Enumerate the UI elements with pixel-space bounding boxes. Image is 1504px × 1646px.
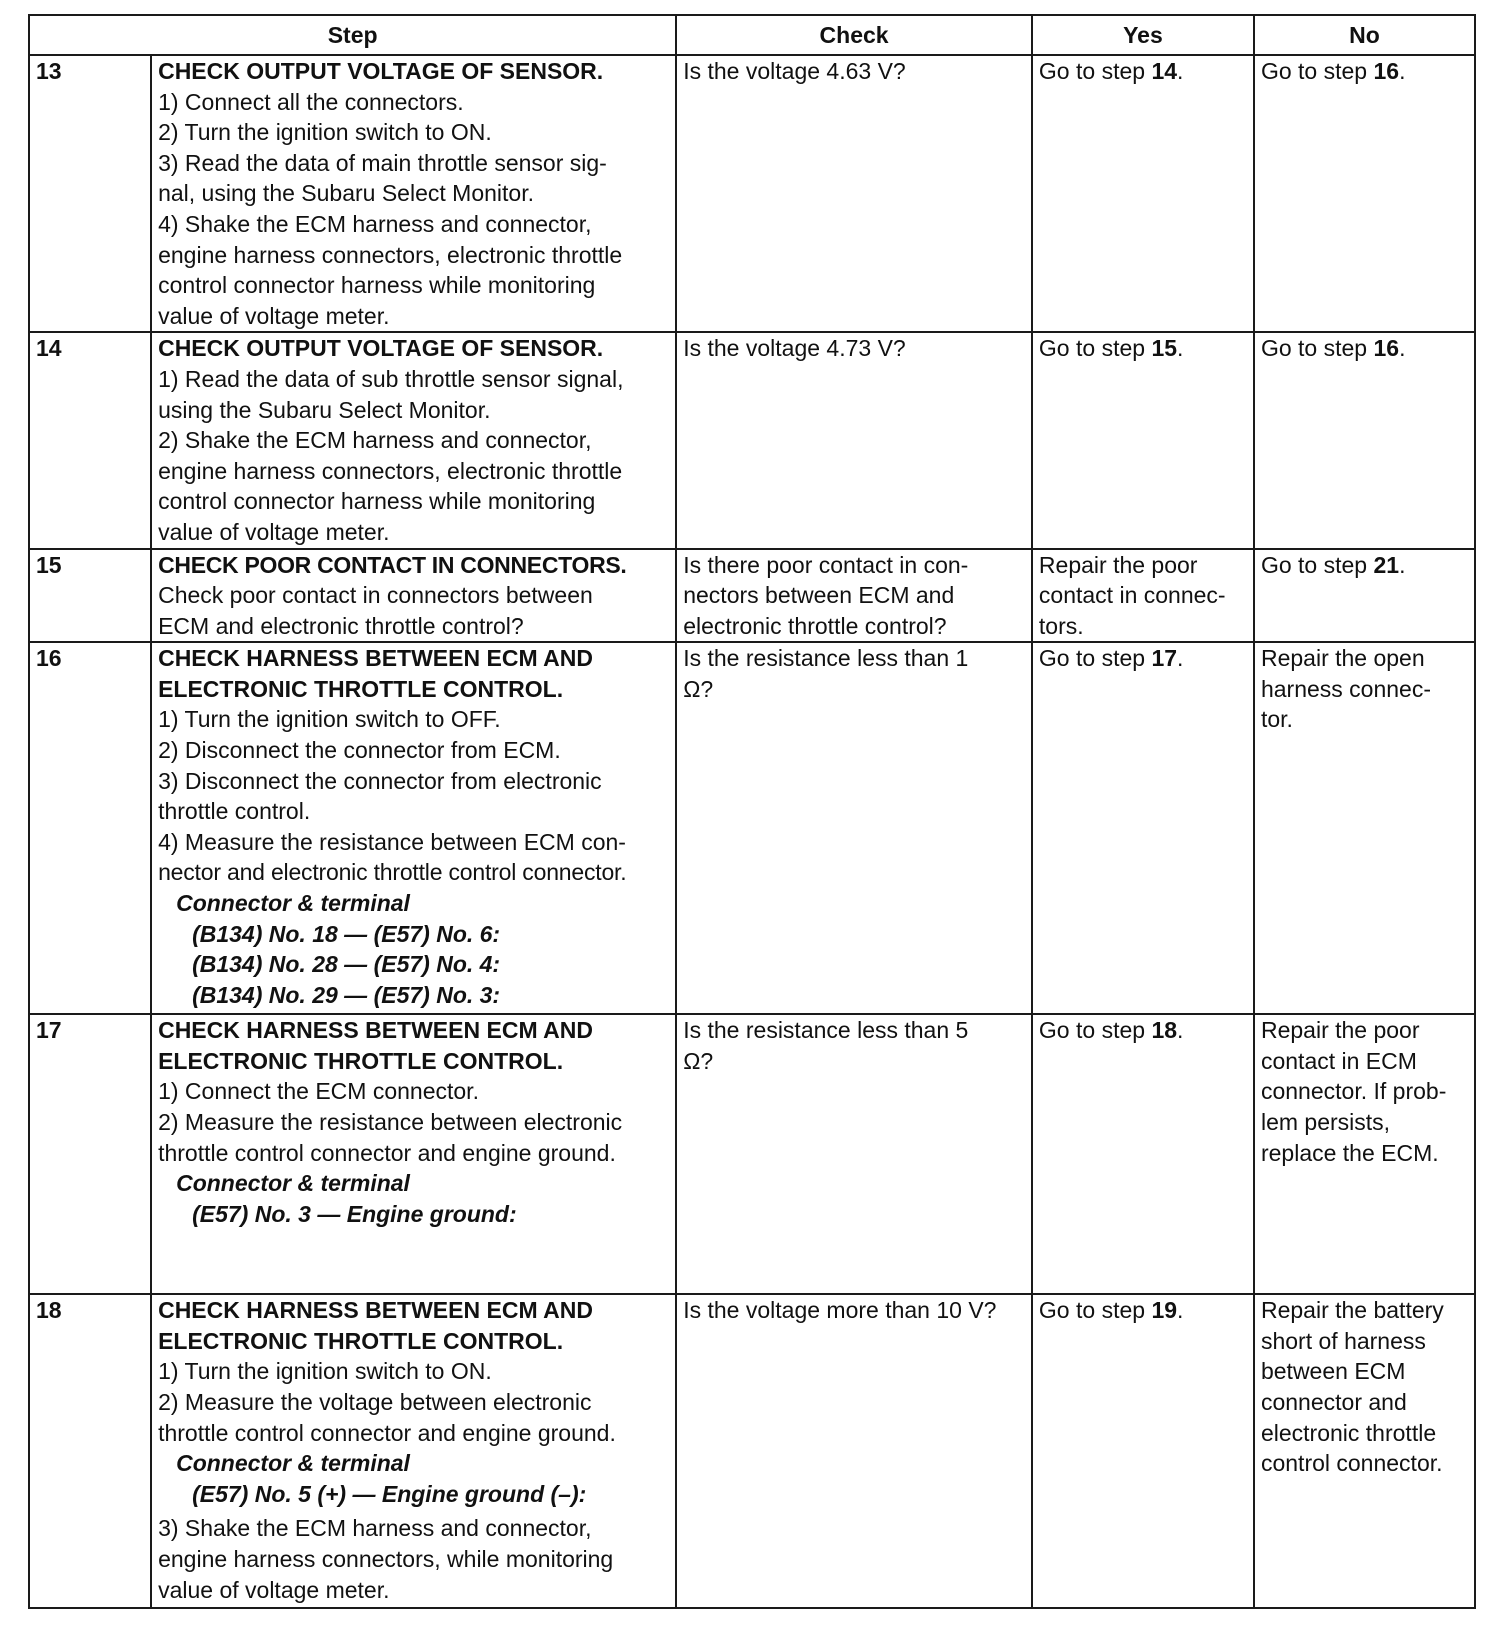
no-line: connector. If prob- [1260, 1078, 1447, 1105]
yes-line: contact in connec- [1038, 582, 1226, 609]
yes-period: . [1177, 58, 1184, 84]
step-line: nal, using the Subaru Select Monitor. [158, 180, 534, 207]
no-line: electronic throttle [1260, 1419, 1437, 1446]
diagnostic-table [28, 14, 1476, 1609]
step-line: using the Subaru Select Monitor. [158, 396, 491, 423]
header-check: Check [676, 15, 1032, 55]
step-line: ECM and electronic throttle control? [158, 612, 524, 639]
yes-cell [1032, 55, 1254, 332]
step-title: CHECK OUTPUT VOLTAGE OF SENSOR. [158, 58, 604, 84]
step-line: value of voltage meter. [158, 1576, 390, 1603]
step-number: 18 [29, 1294, 151, 1608]
no-step-link: 21 [1373, 551, 1400, 578]
no-line: Repair the open [1260, 645, 1425, 672]
yes-cell [1032, 1014, 1254, 1294]
no-line: Repair the poor [1260, 1017, 1420, 1044]
table-row [29, 642, 1475, 1014]
yes-step-link: 19 [1151, 1297, 1178, 1324]
no-cell [1254, 642, 1475, 1014]
yes-text: Go to step [1038, 645, 1152, 672]
step-line: 1) Read the data of sub throttle sensor signal, [158, 365, 624, 392]
yes-period: . [1177, 1297, 1184, 1324]
no-step-link: 16 [1373, 58, 1400, 84]
header-yes: Yes [1032, 15, 1254, 55]
step-title: CHECK HARNESS BETWEEN ECM AND [158, 1017, 593, 1044]
check-cell [676, 549, 1032, 643]
no-text: Go to step [1260, 58, 1374, 84]
yes-text: Go to step [1038, 335, 1152, 362]
step-line: 3) Shake the ECM harness and connector, [158, 1515, 592, 1542]
step-instructions [151, 549, 676, 643]
step-line: 3) Disconnect the connector from electronic [158, 767, 602, 794]
step-title: ELECTRONIC THROTTLE CONTROL. [158, 1327, 564, 1354]
table-row [29, 549, 1475, 643]
header-no: No [1254, 15, 1475, 55]
step-line: control connector harness while monitoring [158, 488, 596, 515]
no-period: . [1399, 551, 1406, 578]
check-line: Is the voltage 4.73 V? [683, 335, 906, 362]
step-title: ELECTRONIC THROTTLE CONTROL. [158, 675, 564, 702]
check-cell [676, 332, 1032, 548]
no-cell [1254, 1014, 1475, 1294]
step-line: 2) Measure the resistance between electronic [158, 1109, 623, 1136]
step-line: 4) Shake the ECM harness and connector, [158, 210, 592, 237]
check-line: Is the voltage more than 10 V? [683, 1297, 997, 1324]
step-number: 13 [29, 55, 151, 332]
step-line: 2) Turn the ignition switch to ON. [158, 119, 492, 146]
yes-cell [1032, 332, 1254, 548]
step-line: 4) Measure the resistance between ECM con- [158, 828, 626, 855]
yes-step-link: 15 [1151, 335, 1178, 362]
yes-line: tors. [1038, 612, 1084, 639]
table-row [29, 1294, 1475, 1608]
step-instructions [151, 1014, 676, 1294]
no-text: Go to step [1260, 335, 1374, 362]
yes-cell [1032, 549, 1254, 643]
step-line: throttle control connector and engine ground. [158, 1419, 616, 1446]
connector-terminal-item: (B134) No. 28 — (E57) No. 4: [192, 951, 501, 978]
step-line: engine harness connectors, electronic throttle [158, 457, 623, 484]
no-text: Go to step [1260, 551, 1374, 578]
no-line: tor. [1260, 706, 1293, 733]
step-number: 14 [29, 332, 151, 548]
step-instructions [151, 332, 676, 548]
yes-text: Go to step [1038, 1017, 1152, 1044]
step-title: CHECK OUTPUT VOLTAGE OF SENSOR. [158, 335, 604, 362]
no-step-link: 16 [1373, 335, 1400, 362]
step-line: throttle control connector and engine ground. [158, 1139, 616, 1166]
step-title: ELECTRONIC THROTTLE CONTROL. [158, 1047, 564, 1074]
check-cell [676, 642, 1032, 1014]
check-cell [676, 55, 1032, 332]
yes-cell [1032, 1294, 1254, 1608]
table-row [29, 1014, 1475, 1294]
check-line: Ω? [683, 675, 714, 702]
no-line: connector and [1260, 1389, 1407, 1416]
connector-terminal-item: (E57) No. 5 (+) — Engine ground (–): [192, 1480, 587, 1507]
connector-terminal-item: (B134) No. 18 — (E57) No. 6: [192, 920, 501, 947]
step-line: value of voltage meter. [158, 302, 390, 329]
step-instructions [151, 1294, 676, 1608]
step-line: 1) Turn the ignition switch to OFF. [158, 706, 501, 733]
connector-terminal-heading: Connector & terminal [176, 890, 410, 917]
check-line: Is there poor contact in con- [683, 551, 969, 578]
no-period: . [1399, 335, 1406, 362]
step-line: engine harness connectors, electronic throttle [158, 241, 623, 268]
check-cell [676, 1294, 1032, 1608]
check-line: Is the resistance less than 5 [683, 1017, 969, 1044]
yes-text: Go to step [1038, 58, 1152, 84]
step-number: 17 [29, 1014, 151, 1294]
step-line: 1) Connect the ECM connector. [158, 1078, 479, 1105]
yes-step-link: 17 [1151, 645, 1178, 672]
yes-period: . [1177, 1017, 1184, 1044]
step-instructions [151, 55, 676, 332]
no-line: Repair the battery [1260, 1297, 1444, 1324]
yes-step-link: 14 [1151, 58, 1178, 84]
step-line: 3) Read the data of main throttle sensor sig- [158, 149, 607, 176]
step-line: 2) Measure the voltage between electronic [158, 1389, 592, 1416]
no-cell [1254, 549, 1475, 643]
step-line: 2) Shake the ECM harness and connector, [158, 427, 592, 454]
check-line: Is the voltage 4.63 V? [683, 58, 906, 84]
step-line: 2) Disconnect the connector from ECM. [158, 737, 561, 764]
step-line: engine harness connectors, while monitoring [158, 1546, 614, 1573]
check-cell [676, 1014, 1032, 1294]
check-line: nectors between ECM and [683, 582, 955, 609]
no-line: contact in ECM [1260, 1047, 1417, 1074]
header-row [29, 15, 1475, 55]
yes-line: Repair the poor [1038, 551, 1198, 578]
no-cell [1254, 1294, 1475, 1608]
step-title: CHECK HARNESS BETWEEN ECM AND [158, 1297, 593, 1324]
check-line: Ω? [683, 1047, 714, 1074]
step-line: nector and electronic throttle control connector. [158, 859, 627, 886]
step-line: 1) Turn the ignition switch to ON. [158, 1358, 492, 1385]
check-line: electronic throttle control? [683, 612, 947, 639]
yes-period: . [1177, 645, 1184, 672]
step-line: throttle control. [158, 798, 311, 825]
step-title: CHECK POOR CONTACT IN CONNECTORS. [158, 551, 627, 578]
no-cell [1254, 332, 1475, 548]
step-line: Check poor contact in connectors between [158, 582, 593, 609]
table-row [29, 332, 1475, 548]
table-row [29, 55, 1475, 332]
step-line: control connector harness while monitoring [158, 272, 596, 299]
yes-cell [1032, 642, 1254, 1014]
connector-terminal-heading: Connector & terminal [176, 1450, 410, 1477]
step-line: value of voltage meter. [158, 518, 390, 545]
step-number: 16 [29, 642, 151, 1014]
step-line: 1) Connect all the connectors. [158, 88, 464, 115]
connector-terminal-item: (E57) No. 3 — Engine ground: [192, 1200, 517, 1227]
step-number: 15 [29, 549, 151, 643]
step-instructions [151, 642, 676, 1014]
yes-period: . [1177, 335, 1184, 362]
header-step: Step [29, 15, 676, 55]
diagnostic-page [28, 14, 1476, 1609]
no-line: replace the ECM. [1260, 1139, 1439, 1166]
no-line: short of harness [1260, 1327, 1426, 1354]
yes-step-link: 18 [1151, 1017, 1178, 1044]
no-period: . [1399, 58, 1406, 84]
no-line: control connector. [1260, 1450, 1443, 1477]
no-line: lem persists, [1260, 1109, 1391, 1136]
no-cell [1254, 55, 1475, 332]
no-line: between ECM [1260, 1358, 1406, 1385]
yes-text: Go to step [1038, 1297, 1152, 1324]
connector-terminal-heading: Connector & terminal [176, 1170, 410, 1197]
check-line: Is the resistance less than 1 [683, 645, 969, 672]
connector-terminal-item: (B134) No. 29 — (E57) No. 3: [192, 981, 501, 1008]
no-line: harness connec- [1260, 675, 1432, 702]
step-title: CHECK HARNESS BETWEEN ECM AND [158, 645, 593, 672]
